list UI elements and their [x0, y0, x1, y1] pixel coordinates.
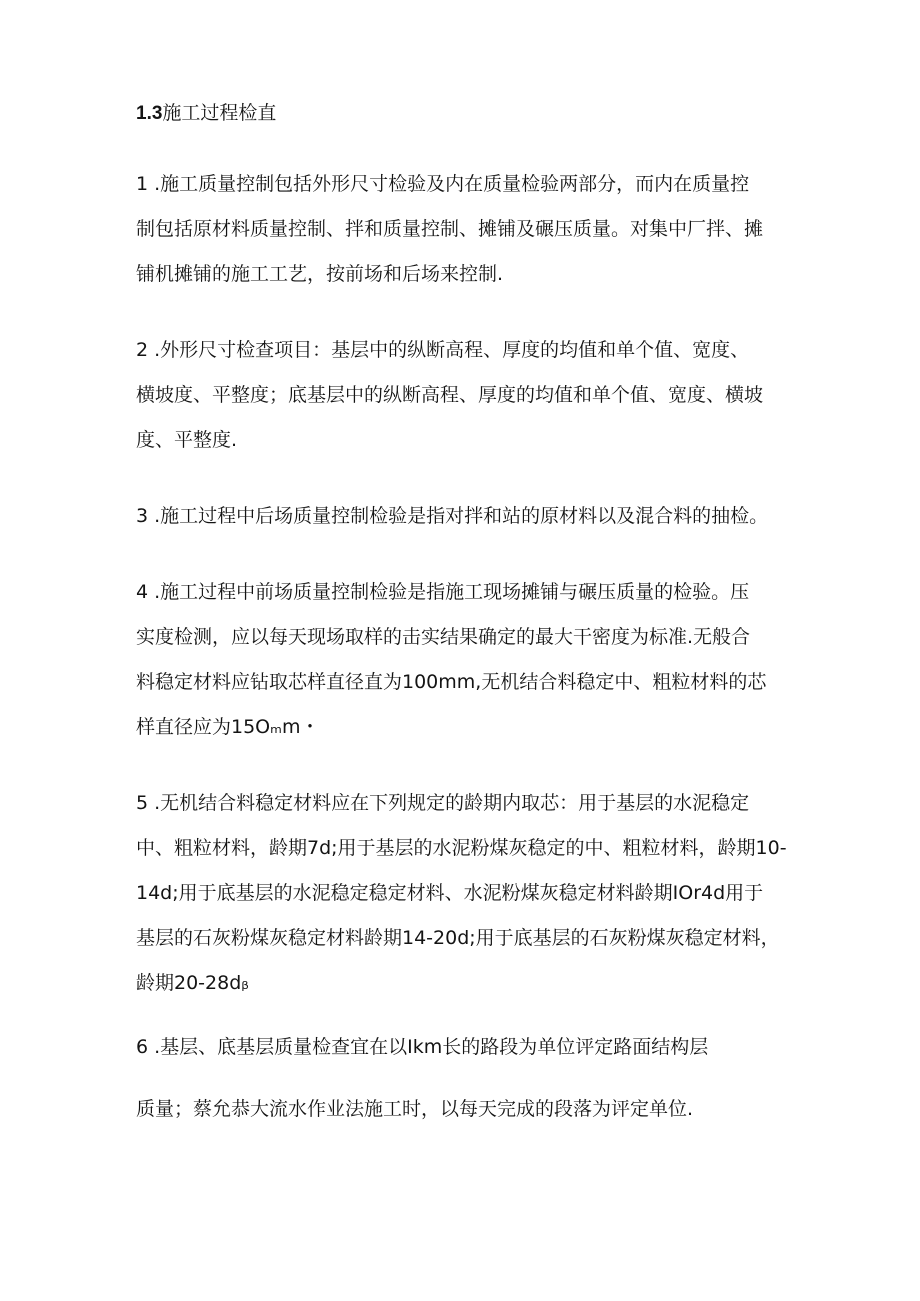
paragraph-5-line-1: 5 .无机结合料稳定材料应在下列规定的龄期内取芯：用于基层的水泥稳定: [136, 792, 750, 814]
paragraph-1-line-1: 1 .施工质量控制包括外形尺寸检验及内在质量检验两部分，而内在质量控: [136, 173, 750, 195]
paragraph-5-line-3: 14d;用于底基层的水泥稳定稳定材料、水泥粉煤灰稳定材料龄期IOr4d用于: [136, 882, 764, 904]
paragraph-4-line-3: 料稳定材料应钻取芯样直径直为100mm,无机结合料稳定中、粗粒材料的芯: [136, 671, 767, 693]
paragraph-2-line-3: 度、平整度.: [136, 429, 238, 451]
paragraph-7-line-1: 质量；蔡允恭大流水作业法施工时，以每天完成的段落为评定单位.: [136, 1098, 694, 1120]
paragraph-3-line-1: 3 .施工过程中后场质量控制检验是指对拌和站的原材料以及混合料的抽检。: [136, 505, 769, 527]
section-number: 1.3: [136, 103, 163, 124]
paragraph-5-line-2: 中、粗粒材料，龄期7d;用于基层的水泥粉煤灰稳定的中、粗粒材料，龄期10-: [136, 837, 787, 859]
paragraph-4-line-4: 样直径应为15Oₘm・: [136, 716, 320, 738]
paragraph-1-line-3: 铺机摊铺的施工工艺，按前场和后场来控制.: [136, 263, 504, 285]
paragraph-5-line-4: 基层的石灰粉煤灰稳定材料龄期14-20d;用于底基层的石灰粉煤灰稳定材料，: [136, 927, 780, 949]
paragraph-6-line-1: 6 .基层、底基层质量检查宜在以Ikm长的路段为单位评定路面结构层: [136, 1036, 709, 1058]
paragraph-1-line-2: 制包括原材料质量控制、拌和质量控制、摊铺及碾压质量。对集中厂拌、摊: [136, 218, 764, 240]
paragraph-4-line-1: 4 .施工过程中前场质量控制检验是指施工现场摊铺与碾压质量的检验。压: [136, 581, 750, 603]
section-heading: [136, 98, 276, 129]
paragraph-5-line-5: 龄期20-28dᵦ: [136, 972, 249, 994]
paragraph-4-line-2: 实度检测，应以每天现场取样的击实结果确定的最大干密度为标准.无般合: [136, 626, 751, 648]
paragraph-2-line-1: 2 .外形尺寸检查项目：基层中的纵断高程、厚度的均值和单个值、宽度、: [136, 339, 750, 361]
section-title: 施工过程检直: [162, 102, 277, 124]
paragraph-2-line-2: 横坡度、平整度；底基层中的纵断高程、厚度的均值和单个值、宽度、横坡: [136, 384, 764, 406]
